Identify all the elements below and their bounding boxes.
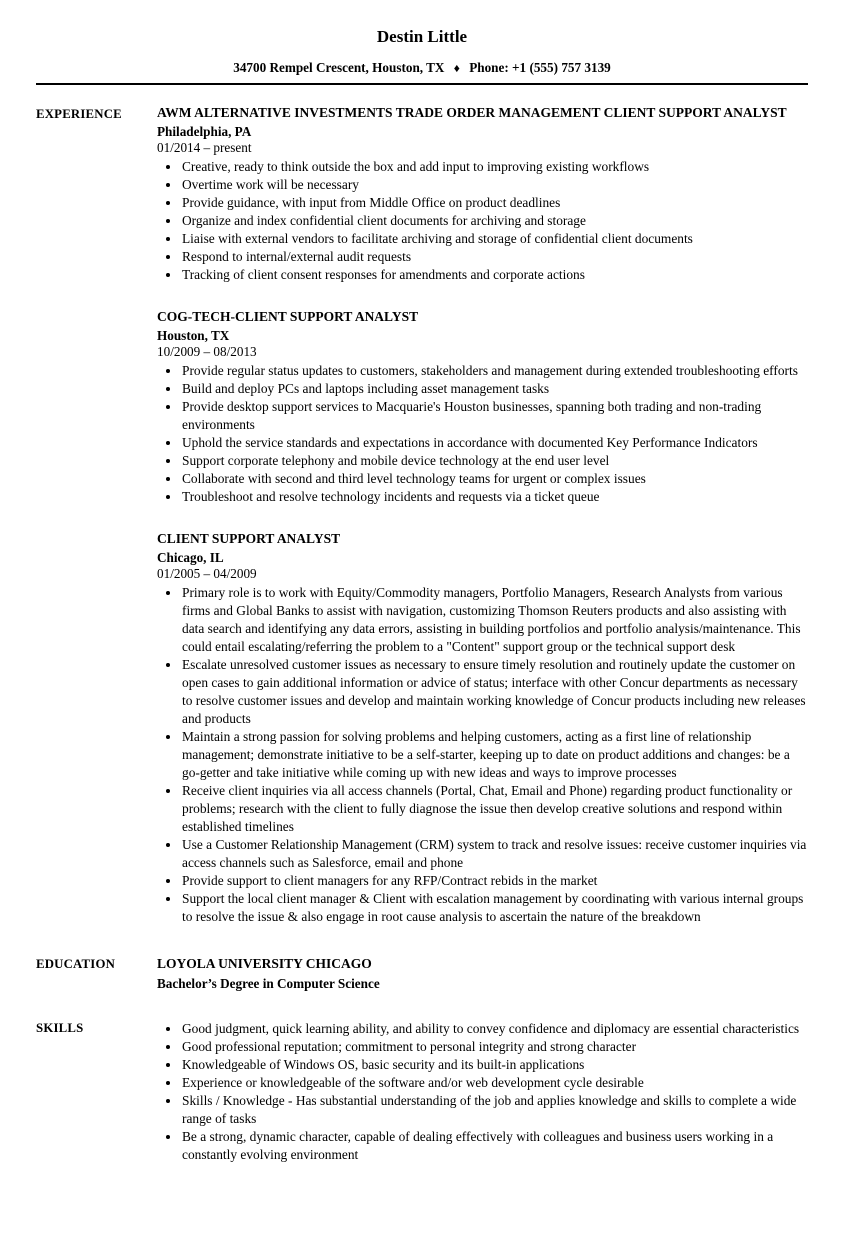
bullet-item: • Use a Customer Relationship Management (CRM) system to track and resolve issues: receive customer inquiries via access channels such as Salesforce, email and phone <box>181 836 808 872</box>
bullet-item: • Collaborate with second and third level technology teams for urgent or complex issues <box>181 470 808 488</box>
bullet-item: • Respond to internal/external audit requests <box>181 248 808 266</box>
bullet-item: • Experience or knowledgeable of the software and/or web development cycle desirable <box>181 1074 808 1092</box>
education-content <box>157 954 808 994</box>
bullet-item: • Overtime work will be necessary <box>181 176 808 194</box>
job-location: Philadelphia, PA <box>157 124 252 139</box>
bullet-item: • Provide support to client managers for any RFP/Contract rebids in the market <box>181 872 808 890</box>
bullet-item: • Uphold the service standards and expectations in accordance with documented Key Performance Indicators <box>181 434 808 452</box>
header-divider <box>36 83 808 85</box>
education-section <box>36 954 808 994</box>
job-title: CLIENT SUPPORT ANALYST <box>157 531 341 546</box>
bullet-item: • Tracking of client consent responses for amendments and corporate actions <box>181 266 808 284</box>
section-label-skills: SKILLS <box>36 1021 84 1035</box>
bullet-item: • Creative, ready to think outside the box and add input to improving existing workflows <box>181 158 808 176</box>
bullet-item: • Good judgment, quick learning ability, and ability to convey confidence and diplomacy are essential characteristics <box>181 1020 808 1038</box>
job-location: Chicago, IL <box>157 550 224 565</box>
bullet-item: • Provide regular status updates to customers, stakeholders and management during extended troubleshooting efforts <box>181 362 808 380</box>
skills-section <box>36 1018 808 1164</box>
person-name: Destin Little <box>376 27 468 46</box>
bullet-item: • Support corporate telephony and mobile device technology at the end user level <box>181 452 808 470</box>
job-title: AWM ALTERNATIVE INVESTMENTS TRADE ORDER MANAGEMENT CLIENT SUPPORT ANALYST <box>157 105 787 120</box>
job-bullet-list <box>157 362 808 506</box>
job-dates: 01/2014 – present <box>157 140 252 155</box>
bullet-item: • Liaise with external vendors to facilitate archiving and storage of confidential client documents <box>181 230 808 248</box>
job-entry <box>157 530 808 926</box>
job-dates: 10/2009 – 08/2013 <box>157 344 257 359</box>
resume-document <box>36 0 808 1164</box>
experience-section <box>36 104 808 926</box>
bullet-item: • Primary role is to work with Equity/Commodity managers, Portfolio Managers, Research Analysts from various firms and Global Banks to assist with navigation, customizing Thomson Reuters products and also assisting with data search and identifying any data errors, assisting in building portfolios and portfolio analysis/maintenance. This could entail escalating/referring the problem to a "Content" support group or the technical support desk <box>181 584 808 656</box>
skills-list <box>157 1020 808 1164</box>
bullet-item: • Organize and index confidential client documents for archiving and storage <box>181 212 808 230</box>
bullet-item: • Troubleshoot and resolve technology incidents and requests via a ticket queue <box>181 488 808 506</box>
job-entry <box>157 104 808 284</box>
bullet-item: • Good professional reputation; commitment to personal integrity and strong character <box>181 1038 808 1056</box>
skills-content <box>157 1018 808 1164</box>
phone-text: Phone: +1 (555) 757 3139 <box>469 60 611 75</box>
experience-jobs <box>157 104 808 926</box>
job-entry <box>157 308 808 506</box>
bullet-item: • Support the local client manager & Client with escalation management by coordinating with various internal groups to resolve the issue & also engage in root cause analysis to ascertain the nature of the breakdown <box>181 890 808 926</box>
job-location: Houston, TX <box>157 328 230 343</box>
diamond-icon: ♦ <box>453 61 460 75</box>
bullet-item: • Be a strong, dynamic character, capable of dealing effectively with colleagues and business users working in a constantly evolving environment <box>181 1128 808 1164</box>
section-label-experience: EXPERIENCE <box>36 107 122 121</box>
bullet-item: • Build and deploy PCs and laptops including asset management tasks <box>181 380 808 398</box>
job-title: COG-TECH-CLIENT SUPPORT ANALYST <box>157 309 419 324</box>
bullet-item: • Escalate unresolved customer issues as necessary to ensure timely resolution and routinely update the customer on open cases to gain additional information or advice of status; interface with other Concur departments as necessary to resolve customer issues and develop and maintain working knowledge of Concur products including new releases and products <box>181 656 808 728</box>
bullet-item: • Maintain a strong passion for solving problems and helping customers, acting as a first line of relationship management; demonstrate initiative to be a self-starter, keeping up to date on product additions and changes: be a go-getter and take initiative while coming up with new ideas and ways to improve processes <box>181 728 808 782</box>
job-bullet-list <box>157 158 808 284</box>
bullet-item: • Knowledgeable of Windows OS, basic security and its built-in applications <box>181 1056 808 1074</box>
bullet-item: • Receive client inquiries via all access channels (Portal, Chat, Email and Phone) regarding product functionality or problems; research with the client to fully diagnose the issue then develop creative solutions and respond within established timelines <box>181 782 808 836</box>
section-label-education: EDUCATION <box>36 957 116 971</box>
contact-line <box>36 59 808 77</box>
education-degree: Bachelor’s Degree in Computer Science <box>157 976 380 991</box>
job-dates: 01/2005 – 04/2009 <box>157 566 257 581</box>
address-text: 34700 Rempel Crescent, Houston, TX <box>233 60 445 75</box>
education-school: LOYOLA UNIVERSITY CHICAGO <box>157 956 372 971</box>
bullet-item: • Skills / Knowledge - Has substantial understanding of the job and applies knowledge and skills to complete a wide range of tasks <box>181 1092 808 1128</box>
resume-header <box>36 26 808 85</box>
job-bullet-list <box>157 584 808 926</box>
bullet-item: • Provide desktop support services to Macquarie's Houston businesses, spanning both trading and non-trading environments <box>181 398 808 434</box>
bullet-item: • Provide guidance, with input from Middle Office on product deadlines <box>181 194 808 212</box>
